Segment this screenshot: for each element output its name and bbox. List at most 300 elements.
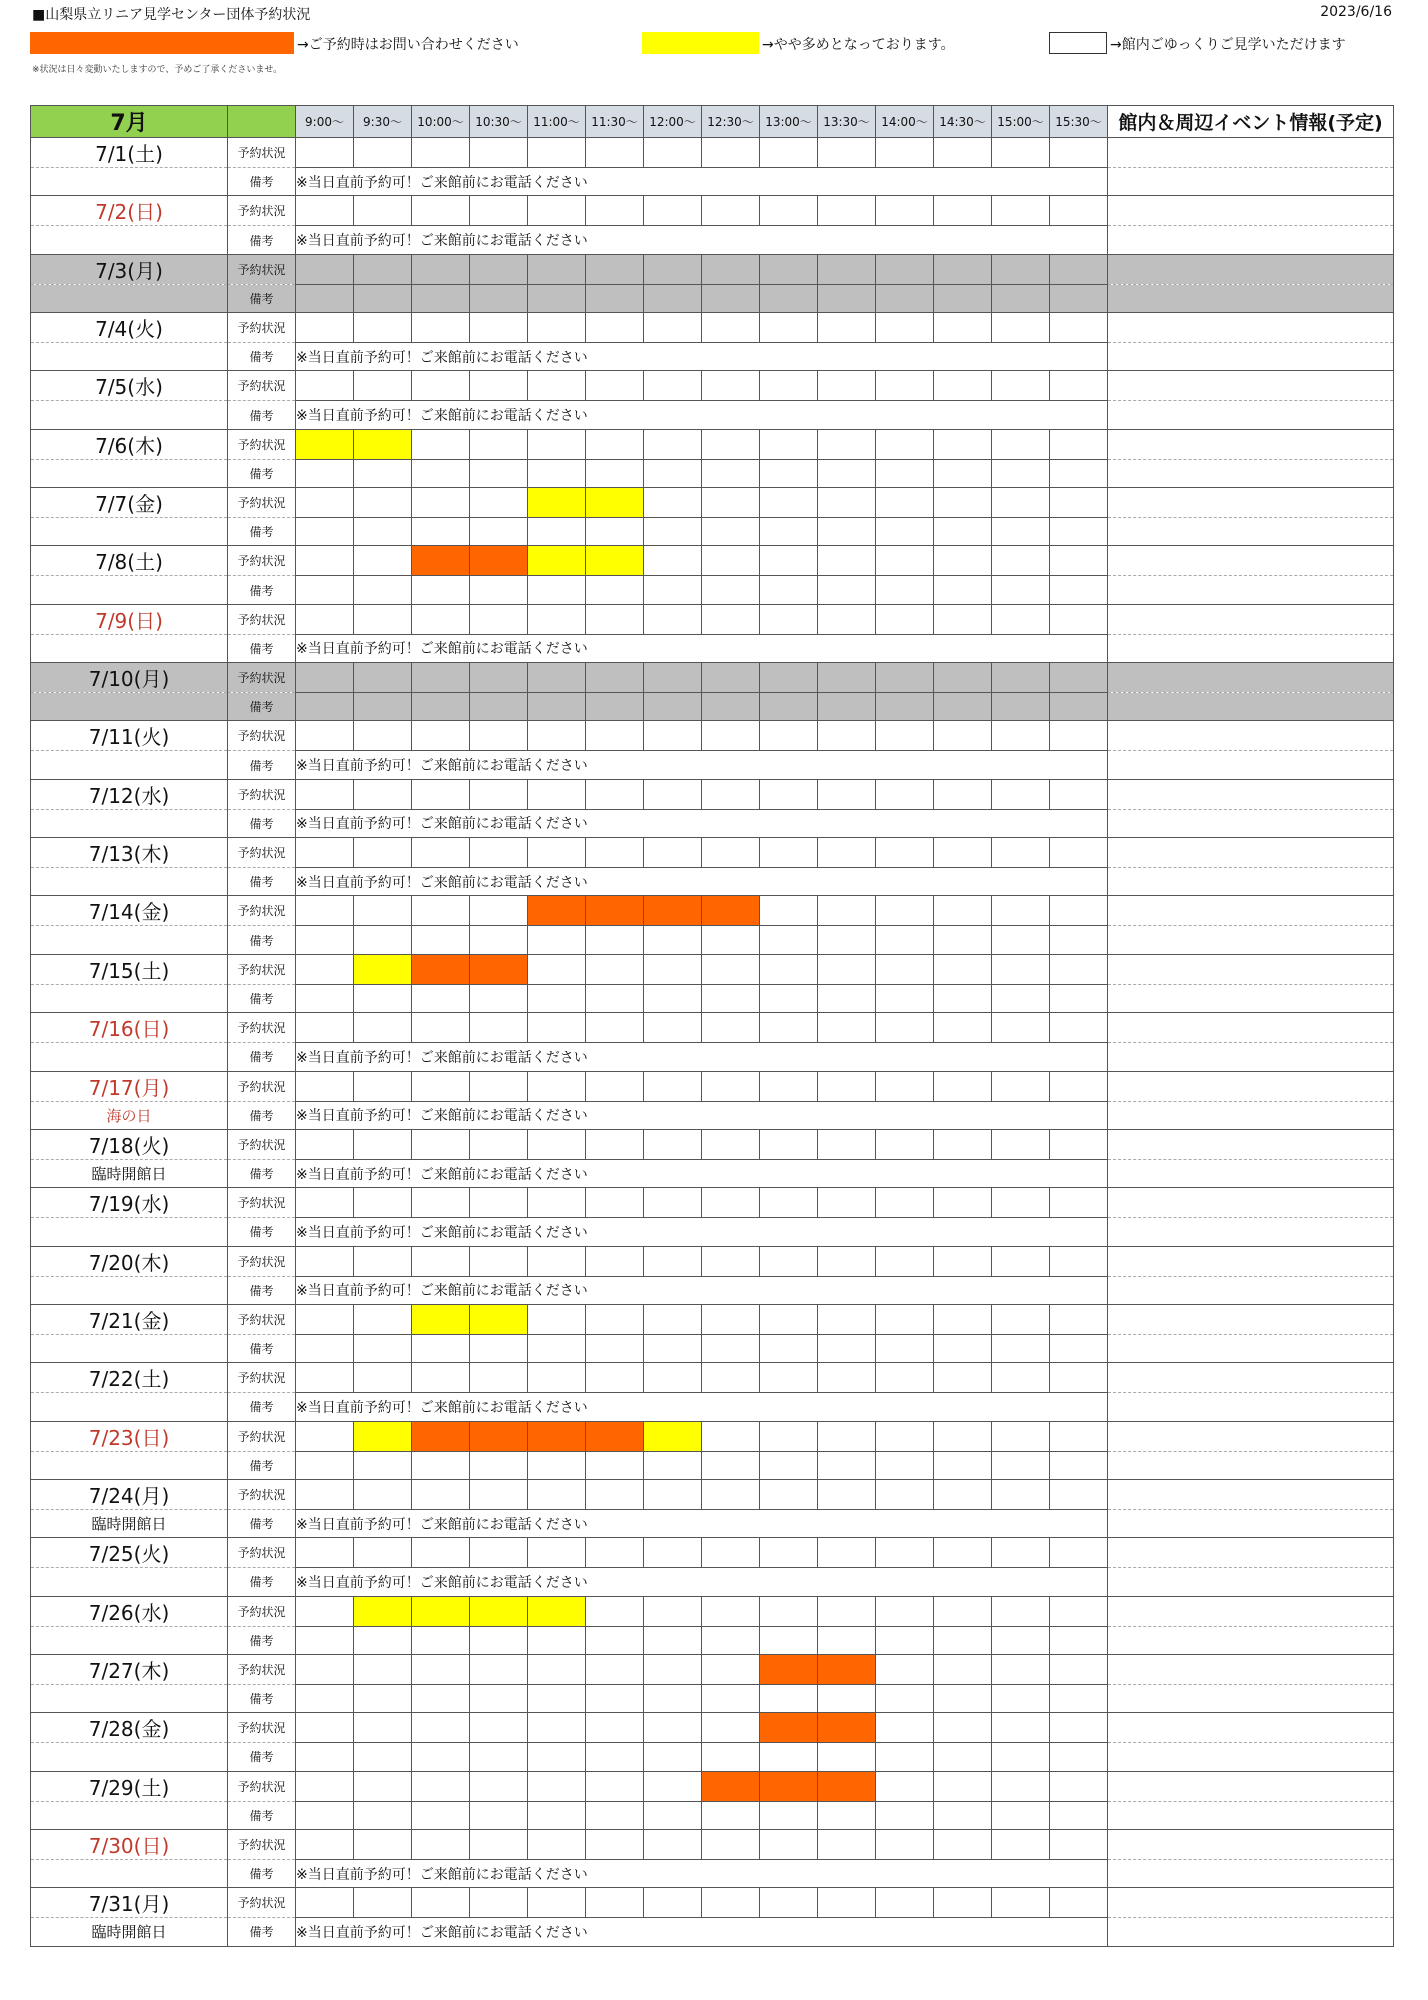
slot-status-cell [760,1888,818,1918]
note-label: 備考 [228,751,296,779]
note-cell [934,984,992,1012]
status-label: 予約状況 [228,1304,296,1334]
day-date: 7/6(木) [31,429,228,459]
slot-status-cell [992,1363,1050,1393]
slot-status-cell [760,779,818,809]
update-date: 2023/6/16 [1320,4,1392,20]
note-cell [934,693,992,721]
event-cell [1108,868,1394,896]
slot-status-cell [876,488,934,518]
note-cell [760,1626,818,1654]
day-subtitle [31,226,228,254]
note-cell [470,576,528,604]
note-cell [992,984,1050,1012]
day-date: 7/3(月) [31,254,228,284]
status-label: 予約状況 [228,196,296,226]
slot-status-cell [1050,1071,1108,1101]
note-cell [354,1743,412,1771]
legend-note: ※状況は日々変動いたしますので、予めご了承くださいませ。 [32,65,283,75]
schedule-body [31,138,1394,1947]
table-row [31,1654,1394,1684]
day-date: 7/26(水) [31,1596,228,1626]
note-cell [470,1743,528,1771]
legend-text-white: →館内ごゆっくりご見学いただけます [1110,37,1346,53]
slot-status-cell [586,1888,644,1918]
note-cell [702,1743,760,1771]
note-cell [760,518,818,546]
slot-status-cell [412,1363,470,1393]
slot-status-cell [354,1713,412,1743]
slot-status-cell [1050,1013,1108,1043]
slot-status-cell [644,1538,702,1568]
note-label: 備考 [228,1159,296,1187]
slot-status-cell [644,1654,702,1684]
note-cell [934,576,992,604]
slot-status-cell [934,1479,992,1509]
table-row [31,838,1394,868]
slot-status-cell [528,1479,586,1509]
slot-status-cell [470,313,528,343]
note-cell [992,518,1050,546]
status-label: 予約状況 [228,1129,296,1159]
day-date: 7/23(日) [31,1421,228,1451]
note-cell [934,1743,992,1771]
slot-status-cell [818,779,876,809]
event-cell [1108,546,1394,576]
legend-text-yellow: →やや多めとなっております。 [762,37,955,53]
slot-status-cell [412,1013,470,1043]
day-subtitle [31,1218,228,1246]
slot-status-cell [528,1888,586,1918]
slot-status-cell [586,371,644,401]
note-cell [412,1334,470,1362]
note-cell [702,576,760,604]
slot-status-cell [354,721,412,751]
slot-status-cell [644,1421,702,1451]
slot-status-cell [702,1713,760,1743]
slot-status-cell [528,138,586,168]
slot-status-cell [1050,1421,1108,1451]
note-cell [296,1451,354,1479]
table-row [31,284,1394,312]
note-cell [702,1801,760,1829]
event-cell [1108,779,1394,809]
slot-status-cell [876,1363,934,1393]
slot-status-cell [586,721,644,751]
slot-status-cell [1050,1596,1108,1626]
event-cell [1108,518,1394,546]
note-cell [412,1451,470,1479]
slot-status-cell [992,896,1050,926]
slot-header: 9:30～ [354,106,412,138]
slot-status-cell [644,1188,702,1218]
slot-header: 11:00～ [528,106,586,138]
slot-status-cell [354,546,412,576]
slot-status-cell [412,1304,470,1334]
event-cell [1108,168,1394,196]
event-cell [1108,1218,1394,1246]
event-cell [1108,634,1394,662]
slot-status-cell [586,1596,644,1626]
day-date: 7/30(日) [31,1829,228,1859]
slot-status-cell [934,1596,992,1626]
note-cell [876,459,934,487]
slot-status-cell [470,1246,528,1276]
event-cell [1108,721,1394,751]
table-row [31,926,1394,954]
slot-header: 9:00～ [296,106,354,138]
note-cell [470,459,528,487]
note-cell [818,926,876,954]
slot-status-cell [586,1363,644,1393]
note-cell [296,518,354,546]
event-cell [1108,896,1394,926]
event-cell [1108,1043,1394,1071]
note-cell [1050,693,1108,721]
slot-status-cell [1050,371,1108,401]
slot-status-cell [354,1538,412,1568]
event-cell [1108,1479,1394,1509]
day-subtitle [31,1859,228,1887]
event-cell [1108,809,1394,837]
slot-status-cell [818,1538,876,1568]
slot-status-cell [354,371,412,401]
slot-status-cell [354,1013,412,1043]
slot-status-cell [354,1654,412,1684]
note-cell [354,1451,412,1479]
slot-status-cell [1050,1888,1108,1918]
note-cell [412,1626,470,1654]
slot-status-cell [586,429,644,459]
slot-status-cell [586,663,644,693]
slot-status-cell [586,138,644,168]
note-cell [934,284,992,312]
slot-status-cell [702,779,760,809]
note-text: ※当日直前予約可！ご来館前にお電話ください [296,343,1108,371]
slot-status-cell [586,1071,644,1101]
day-date: 7/5(水) [31,371,228,401]
day-date: 7/27(木) [31,1654,228,1684]
note-label: 備考 [228,1334,296,1362]
table-row [31,604,1394,634]
slot-status-cell [760,1246,818,1276]
slot-status-cell [760,138,818,168]
day-subtitle: 臨時開館日 [31,1509,228,1537]
slot-status-cell [760,313,818,343]
note-cell [586,284,644,312]
note-cell [470,1684,528,1712]
day-date: 7/18(火) [31,1129,228,1159]
slot-status-cell [644,254,702,284]
slot-status-cell [818,604,876,634]
note-label: 備考 [228,1451,296,1479]
note-cell [818,1626,876,1654]
note-cell [934,926,992,954]
slot-status-cell [934,1013,992,1043]
slot-status-cell [818,838,876,868]
note-cell [934,518,992,546]
status-label: 予約状況 [228,663,296,693]
slot-status-cell [296,254,354,284]
note-cell [876,576,934,604]
slot-status-cell [528,1538,586,1568]
note-label: 備考 [228,1218,296,1246]
note-cell [644,1743,702,1771]
day-subtitle [31,1743,228,1771]
slot-status-cell [1050,138,1108,168]
slot-status-cell [934,1654,992,1684]
table-row [31,663,1394,693]
slot-status-cell [296,663,354,693]
status-label: 予約状況 [228,1479,296,1509]
table-row [31,1188,1394,1218]
slot-status-cell [992,1129,1050,1159]
note-cell [528,518,586,546]
slot-header: 15:30～ [1050,106,1108,138]
slot-status-cell [992,429,1050,459]
note-cell [470,693,528,721]
note-cell [1050,576,1108,604]
slot-status-cell [702,1888,760,1918]
reservation-table [30,105,1394,1947]
day-subtitle [31,1684,228,1712]
note-cell [760,459,818,487]
note-cell [354,926,412,954]
status-label: 予約状況 [228,138,296,168]
slot-status-cell [992,1013,1050,1043]
event-cell [1108,226,1394,254]
slot-status-cell [818,1421,876,1451]
note-cell [412,518,470,546]
note-cell [644,1626,702,1654]
slot-status-cell [644,313,702,343]
note-cell [760,693,818,721]
slot-status-cell [702,1246,760,1276]
note-cell [412,926,470,954]
status-label: 予約状況 [228,1654,296,1684]
note-label: 備考 [228,1568,296,1596]
slot-status-cell [586,954,644,984]
day-date: 7/15(土) [31,954,228,984]
slot-status-cell [644,721,702,751]
day-subtitle [31,926,228,954]
note-label: 備考 [228,401,296,429]
day-subtitle: 海の日 [31,1101,228,1129]
table-row [31,1071,1394,1101]
slot-status-cell [586,1829,644,1859]
slot-status-cell [470,488,528,518]
slot-status-cell [470,1771,528,1801]
slot-status-cell [586,254,644,284]
slot-status-cell [992,1421,1050,1451]
note-label: 備考 [228,1043,296,1071]
event-cell [1108,371,1394,401]
note-cell [644,1451,702,1479]
slot-status-cell [528,1129,586,1159]
note-label: 備考 [228,1684,296,1712]
slot-status-cell [1050,1654,1108,1684]
table-row [31,1304,1394,1334]
table-row [31,1743,1394,1771]
event-cell [1108,1859,1394,1887]
event-cell [1108,1246,1394,1276]
slot-status-cell [702,138,760,168]
note-cell [818,284,876,312]
slot-status-cell [644,1771,702,1801]
slot-status-cell [412,488,470,518]
slot-status-cell [818,1304,876,1334]
slot-status-cell [702,1304,760,1334]
day-subtitle [31,1568,228,1596]
slot-status-cell [702,313,760,343]
slot-status-cell [586,1188,644,1218]
slot-status-cell [470,838,528,868]
note-cell [412,984,470,1012]
slot-status-cell [992,1071,1050,1101]
slot-status-cell [644,429,702,459]
note-cell [876,518,934,546]
slot-status-cell [760,604,818,634]
note-cell [992,1451,1050,1479]
table-row [31,1568,1394,1596]
slot-status-cell [470,1071,528,1101]
note-label: 備考 [228,634,296,662]
note-cell [296,1743,354,1771]
slot-status-cell [644,1304,702,1334]
slot-status-cell [992,313,1050,343]
slot-status-cell [470,1013,528,1043]
slot-status-cell [702,546,760,576]
note-text: ※当日直前予約可！ご来館前にお電話ください [296,1568,1108,1596]
slot-status-cell [412,1713,470,1743]
slot-status-cell [992,1479,1050,1509]
table-row [31,1918,1394,1946]
slot-status-cell [470,954,528,984]
slot-status-cell [934,1771,992,1801]
note-cell [586,926,644,954]
note-cell [876,1626,934,1654]
slot-status-cell [644,1071,702,1101]
slot-status-cell [876,663,934,693]
note-cell [876,693,934,721]
slot-status-cell [934,1713,992,1743]
slot-status-cell [586,604,644,634]
note-cell [992,1684,1050,1712]
note-cell [1050,984,1108,1012]
day-date: 7/12(水) [31,779,228,809]
slot-status-cell [876,1654,934,1684]
event-cell [1108,1509,1394,1537]
note-cell [354,459,412,487]
slot-status-cell [702,1188,760,1218]
slot-status-cell [876,313,934,343]
slot-status-cell [412,1421,470,1451]
note-cell [760,284,818,312]
slot-status-cell [934,254,992,284]
day-subtitle [31,576,228,604]
slot-status-cell [528,663,586,693]
note-cell [412,693,470,721]
table-row [31,1626,1394,1654]
note-cell [702,518,760,546]
slot-status-cell [876,1479,934,1509]
event-cell [1108,1654,1394,1684]
slot-status-cell [934,1829,992,1859]
slot-status-cell [470,721,528,751]
note-cell [470,926,528,954]
slot-status-cell [528,1246,586,1276]
slot-status-cell [296,1829,354,1859]
note-cell [354,518,412,546]
slot-status-cell [1050,1246,1108,1276]
note-cell [528,926,586,954]
slot-status-cell [644,1713,702,1743]
day-subtitle [31,809,228,837]
slot-status-cell [760,1479,818,1509]
slot-status-cell [296,488,354,518]
slot-status-cell [1050,1188,1108,1218]
note-cell [586,459,644,487]
note-cell [702,284,760,312]
month-header: 7月 [31,106,228,138]
day-date: 7/31(月) [31,1888,228,1918]
slot-status-cell [934,313,992,343]
event-cell [1108,401,1394,429]
table-row [31,1684,1394,1712]
slot-status-cell [934,1421,992,1451]
slot-status-cell [1050,1538,1108,1568]
slot-status-cell [876,1129,934,1159]
note-cell [702,1334,760,1362]
slot-status-cell [702,838,760,868]
slot-status-cell [644,1013,702,1043]
slot-status-cell [412,721,470,751]
day-subtitle [31,1393,228,1421]
slot-status-cell [412,254,470,284]
table-row [31,1829,1394,1859]
table-row [31,518,1394,546]
slot-status-cell [586,488,644,518]
note-cell [760,1801,818,1829]
slot-status-cell [528,429,586,459]
note-cell [876,926,934,954]
slot-status-cell [702,371,760,401]
slot-status-cell [470,1304,528,1334]
status-label: 予約状況 [228,488,296,518]
note-cell [818,1801,876,1829]
slot-status-cell [412,313,470,343]
day-date: 7/29(土) [31,1771,228,1801]
slot-status-cell [644,1129,702,1159]
slot-status-cell [528,1713,586,1743]
label-header [228,106,296,138]
slot-status-cell [876,1829,934,1859]
legend-swatch-white [1049,32,1107,54]
slot-status-cell [644,488,702,518]
slot-status-cell [470,1188,528,1218]
slot-status-cell [1050,429,1108,459]
event-cell [1108,196,1394,226]
slot-status-cell [296,721,354,751]
slot-status-cell [586,1304,644,1334]
status-label: 予約状況 [228,546,296,576]
table-row [31,1771,1394,1801]
slot-status-cell [296,1654,354,1684]
legend-swatch-orange [30,32,294,54]
slot-status-cell [296,1421,354,1451]
table-row [31,1129,1394,1159]
slot-status-cell [760,663,818,693]
